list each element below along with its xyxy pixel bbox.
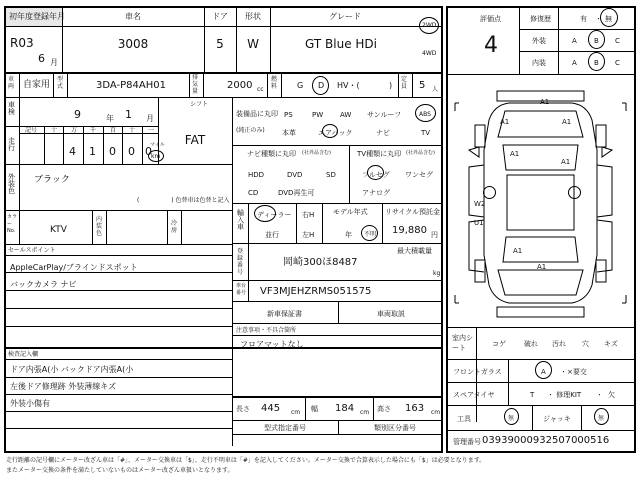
equip-ps: PS [284, 111, 293, 119]
int-b: B [594, 59, 599, 67]
notes-label: 注意事項・不具合箇所 [236, 327, 297, 334]
navi-title: ナビ種類に丸印 [247, 150, 296, 158]
diagram-mark-7: U1 [474, 219, 484, 227]
type-label: 型式 [57, 76, 64, 90]
windshield-a: A [541, 368, 546, 376]
first-reg-label: 初年度登録年月 [9, 12, 65, 21]
model-value: 3008 [117, 37, 149, 51]
tv-fullseg-circle [367, 165, 384, 180]
navi-note: (社外品含む) [302, 150, 331, 156]
diagram-mark-4: A1 [510, 150, 520, 158]
color-note: ( ) 色替車は色替と記入 [137, 197, 230, 204]
navi-hdd: HDD [248, 171, 265, 179]
model-year-label: モデル年式 [333, 208, 368, 216]
doors-label: ドア [212, 12, 228, 21]
unit-10k: 万 [71, 127, 78, 134]
color-value: ブラック [34, 175, 70, 185]
navi-cd: CD [248, 189, 259, 197]
tv-fullseg: フルセグ [362, 171, 390, 179]
type-designation-label: 型式指定番号 [264, 424, 306, 432]
navi-dvd-play: DVD再生可 [278, 189, 315, 197]
vin-label: 車台番号 [236, 283, 247, 296]
shift-value: FAT [184, 133, 206, 147]
mileage-km-circle [148, 150, 164, 162]
interior-label: 内装 [532, 59, 546, 67]
score-value: 4 [484, 33, 498, 58]
ext-b-circle [588, 30, 605, 49]
repair-sep: ・ [595, 15, 602, 23]
fuel-hv: HV・( [337, 81, 360, 90]
equip-tv: TV [421, 129, 431, 137]
jack-value: 無 [598, 415, 605, 422]
spare-t: T [530, 391, 535, 399]
right-hand-label: 右H [302, 211, 315, 219]
dealer-circle [254, 205, 276, 222]
category-label: 類別区分番号 [374, 424, 416, 432]
diagram-mark-2: A1 [500, 118, 510, 126]
diagram-mark-6: W2 [474, 200, 486, 208]
mileage-digit-5: 0 [145, 145, 152, 158]
vin-value: VF3MJEHZRMS051575 [260, 286, 372, 297]
model-year-unknown: 不明 [364, 231, 377, 238]
diagram-mark-9: A1 [537, 263, 547, 271]
mileage-digit-4: 0 [128, 145, 135, 158]
color-label: 外装色 [8, 173, 15, 195]
displacement-label: 排気量 [192, 74, 199, 95]
usage-value: 自家用 [23, 80, 51, 90]
int-c: C [615, 59, 620, 67]
ext-a: A [572, 37, 577, 45]
width-unit: cm [360, 409, 370, 416]
height-value: 163 [405, 403, 425, 414]
equip-navi: ナビ [376, 129, 390, 137]
mileage-digit-1: 4 [69, 145, 76, 158]
navi-dvd: DVD [287, 171, 303, 179]
notes-value: フロアマットなし [240, 340, 304, 349]
grade-value: GT Blue HDi [305, 37, 377, 51]
interior-color-label: 内装色 [96, 216, 103, 237]
equip-airbag: エアバック [318, 129, 353, 137]
unit-100k: 十 [51, 127, 58, 134]
tv-oneseg: ワンセグ [405, 171, 433, 179]
mileage-digit-2: 1 [89, 145, 96, 158]
fuel-close: ) [389, 81, 393, 90]
repair-no: 無 [605, 15, 612, 23]
width-label: 幅 [311, 405, 318, 413]
inspector-line3: 外装小傷有 [10, 399, 50, 408]
shift-label: シフト [190, 101, 209, 108]
drive-2wd: 2WD [422, 22, 437, 29]
equip-leather: 本革 [282, 129, 296, 137]
fuel-g: G [297, 81, 304, 90]
inspector-line2: 左後ドア修理跡 外装薄線キズ [10, 382, 117, 391]
exterior-label: 外装 [532, 37, 546, 45]
first-reg-month: 6 [38, 52, 45, 65]
max-load-unit: kg [433, 270, 441, 277]
unit-1: 一 [148, 127, 155, 134]
length-label: 長さ [236, 405, 250, 413]
unit-100: 百 [110, 127, 117, 134]
width-value: 184 [335, 403, 355, 414]
capacity-label: 定員 [401, 76, 408, 90]
equip-sunroof: サンルーフ [367, 111, 402, 119]
diagram-mark-1: A1 [540, 98, 550, 106]
spare-label: スペアタイヤ [453, 391, 495, 399]
footer-line1: 走行距離の記号欄にメーター改ざん車は「#」、メーター交換車は「$」、走行不明車は「#」を記入してください。メーター交換で合算表示した場合にも「$」は必要となります。 [6, 457, 486, 464]
parallel-label: 並行 [265, 231, 279, 239]
score-label: 評価点 [480, 15, 501, 23]
inspection-year-unit: 年 [106, 114, 114, 123]
capacity-unit: 人 [432, 86, 439, 93]
navi-sd: SD [326, 171, 336, 179]
unit-10: 十 [129, 127, 136, 134]
diagram-circle [568, 186, 581, 199]
unit-1k: 千 [90, 127, 97, 134]
equipment-title: 装備品に丸印 [236, 110, 278, 118]
windshield-label: フロントガラス [453, 368, 502, 376]
equip-aw: AW [340, 111, 352, 119]
recycle-label: リサイクル預託金 [385, 208, 441, 216]
diagram-mark-3: A1 [562, 118, 572, 126]
equip-abs-circle [415, 104, 436, 122]
equip-airbag-circle [322, 124, 338, 138]
drive-4wd: 4WD [422, 50, 437, 57]
drive-2wd-circle [419, 17, 439, 34]
color-no-label: カラーNo. [7, 214, 18, 234]
seat-scratch: キズ [604, 340, 618, 348]
first-reg-era: R03 [10, 36, 34, 50]
inspector-label: 検査記入欄 [8, 351, 39, 358]
registration-value: 岡崎300ほ8487 [283, 257, 358, 268]
int-a: A [572, 59, 577, 67]
height-unit: cm [431, 409, 441, 416]
tv-title: TV種類に丸印 [357, 150, 402, 158]
inspection-label: 車検 [8, 101, 15, 116]
ext-b: B [594, 37, 599, 45]
mileage-digit-3: 0 [109, 145, 116, 158]
repair-label: 修復歴 [530, 15, 551, 23]
max-load-label: 最大積載量 [397, 247, 432, 255]
sales-point-line1: AppleCarPlay/ブラインドスポット [10, 263, 138, 272]
displacement-value: 2000 [227, 80, 253, 91]
color-no-value: KTV [50, 225, 67, 235]
grade-label: グレード [329, 12, 361, 21]
sales-point-line2: バックカメラ ナビ [10, 280, 77, 289]
length-value: 445 [261, 403, 281, 414]
mileage-note-label: 記号 [25, 127, 38, 134]
spare-none: 欠 [608, 391, 615, 399]
tools-circle [504, 408, 519, 425]
model-year-unit: 年 [345, 231, 352, 239]
interior-seat-label: 室内シート [452, 334, 473, 352]
seat-stain: 汚れ [552, 340, 566, 348]
seat-tear: 破れ [524, 340, 538, 348]
height-label: 高さ [377, 405, 391, 413]
recycle-value: 19,880 [392, 225, 427, 236]
spare-kit: ・ 修理KIT [547, 391, 582, 399]
diagram-mark-8: A1 [513, 247, 523, 255]
windshield-a-circle [535, 361, 552, 379]
diagram-mark-5: A1 [561, 158, 571, 166]
tv-note: (社外品含む) [406, 150, 435, 156]
inspection-month-unit: 月 [146, 114, 154, 123]
seat-hole: 穴 [582, 340, 589, 348]
import-label: 輸入車 [237, 209, 244, 231]
recycle-unit: 円 [431, 231, 438, 239]
tv-analog: アナログ [362, 189, 390, 197]
diagram-circle [483, 186, 496, 199]
inspector-line1: ドア内張A(小 バックドア内張A(小 [10, 365, 134, 374]
inspection-month: 1 [125, 108, 132, 121]
tools-value: 無 [508, 415, 515, 422]
repair-yes: 有 [580, 15, 587, 23]
type-value: 3DA-P84AH01 [96, 80, 166, 91]
spare-sep: ・ [596, 391, 603, 399]
inspection-year: 9 [74, 108, 81, 121]
repaint-label: 冷房 [171, 220, 178, 234]
first-reg-month-unit: 月 [50, 58, 58, 67]
repair-no-circle [600, 8, 618, 27]
displacement-unit: cc [257, 86, 264, 93]
length-unit: cm [291, 409, 301, 416]
ext-c: C [615, 37, 620, 45]
dealer-label: ディーラー [257, 211, 292, 219]
fuel-d: D [318, 81, 325, 90]
equip-pw: PW [312, 111, 324, 119]
model-label: 車名 [125, 12, 141, 21]
shape-label: 形状 [245, 12, 261, 21]
int-b-circle [588, 52, 605, 71]
equipment-subtitle: (純正のみ) [236, 127, 265, 134]
equip-abs: ABS [419, 111, 431, 118]
mileage-label: 走行 [8, 137, 15, 152]
mgmt-label: 管理番号 [453, 438, 481, 446]
unknown-circle [361, 225, 378, 241]
registration-label: 登録番号 [237, 248, 244, 276]
windshield-x: ・×要交 [560, 368, 587, 376]
new-car-warranty: 新車保証書 [267, 310, 302, 318]
jack-label: ジャッキ [543, 415, 571, 423]
fuel-label: 燃料 [271, 76, 278, 90]
mileage-mile: マイル [150, 142, 165, 148]
left-hand-label: 左H [302, 231, 315, 239]
sales-point-label: セールスポイント [8, 247, 56, 254]
shape-value: W [247, 37, 259, 51]
usage-label: 車両 [8, 76, 15, 90]
footer-line2: またメーター交換の条件を満たしていないものはメーター改ざん車扱いとなります。 [6, 467, 234, 474]
jack-circle [594, 408, 609, 425]
fuel-d-circle [312, 76, 329, 95]
mgmt-value: 03939000932507000516 [482, 435, 610, 446]
capacity-value: 5 [419, 80, 426, 91]
doors-value: 5 [216, 37, 224, 51]
tools-label: 工具 [457, 415, 471, 423]
seat-burn: コゲ [492, 340, 506, 348]
vehicle-manual: 車両取説 [377, 310, 405, 318]
mileage-km: km [151, 153, 161, 160]
